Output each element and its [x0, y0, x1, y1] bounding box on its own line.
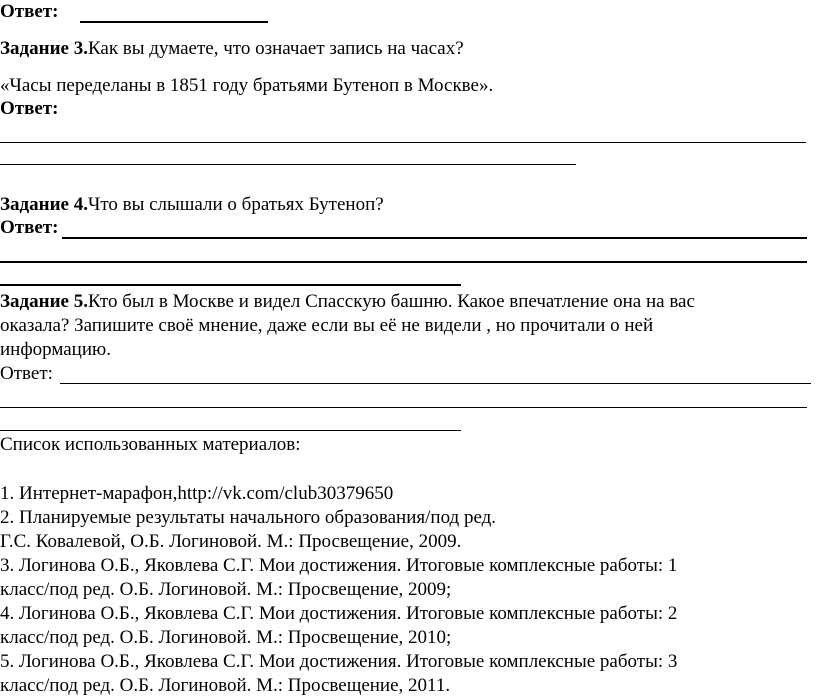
- task3-heading: Задание 3.: [0, 38, 88, 59]
- task4-answer-line-3[interactable]: [0, 284, 461, 286]
- reference-line-1: 1. Интернет-марафон,http://vk.com/club30379650: [0, 483, 394, 504]
- task5-question-line-1: Кто был в Москве и видел Спасскую башню. Какое впечатление она на вас: [87, 291, 695, 312]
- task3-answer-line-1[interactable]: [0, 142, 806, 143]
- task4-text: [0, 194, 384, 216]
- task5-question-line-2: оказала? Запишите своё мнение, даже если вы её не видели , но прочитали о ней: [0, 315, 654, 336]
- task3-text: [0, 38, 464, 60]
- prev-answer-underline[interactable]: [80, 21, 268, 23]
- task5-text-line-1: [0, 291, 695, 313]
- reference-line-3: Г.С. Ковалевой, О.Б. Логиновой. М.: Просвещение, 2009.: [0, 531, 462, 552]
- reference-line-4: 3. Логинова О.Б., Яковлева С.Г. Мои достижения. Итоговые комплексные работы: 1: [0, 555, 678, 576]
- task3-question: Как вы думаете, что означает запись на часах?: [87, 38, 464, 59]
- task4-question: Что вы слышали о братьях Бутеноп?: [87, 194, 384, 215]
- task5-answer-label: Ответ:: [0, 363, 53, 384]
- task5-question-line-3: информацию.: [0, 339, 111, 360]
- reference-line-6: 4. Логинова О.Б., Яковлева С.Г. Мои достижения. Итоговые комплексные работы: 2: [0, 603, 678, 624]
- task5-answer-line-1[interactable]: [60, 383, 811, 384]
- task3-answer-line-2[interactable]: [0, 164, 576, 165]
- reference-line-7: класс/под ред. О.Б. Логиновой. М.: Просвещение, 2010;: [0, 627, 452, 648]
- task5-heading: Задание 5.: [0, 291, 88, 312]
- task5-answer-line-3[interactable]: [0, 430, 461, 431]
- task4-answer-line-1[interactable]: [62, 237, 807, 239]
- task3-quote: «Часы переделаны в 1851 году братьями Бутеноп в Москве».: [0, 75, 494, 96]
- task4-answer-label: Ответ:: [0, 217, 59, 238]
- task5-answer-line-2[interactable]: [0, 407, 807, 408]
- reference-line-2: 2. Планируемые результаты начального образования/под ред.: [0, 507, 497, 528]
- task4-heading: Задание 4.: [0, 194, 88, 215]
- reference-line-9: класс/под ред. О.Б. Логиновой. М.: Просвещение, 2011.: [0, 675, 451, 696]
- task3-answer-label: Ответ:: [0, 98, 59, 119]
- reference-line-5: класс/под ред. О.Б. Логиновой. М.: Просвещение, 2009;: [0, 579, 452, 600]
- reference-line-8: 5. Логинова О.Б., Яковлева С.Г. Мои достижения. Итоговые комплексные работы: 3: [0, 651, 678, 672]
- task4-answer-line-2[interactable]: [0, 261, 807, 263]
- prev-answer-label: Ответ:: [0, 1, 59, 22]
- references-title: Список использованных материалов:: [0, 434, 301, 455]
